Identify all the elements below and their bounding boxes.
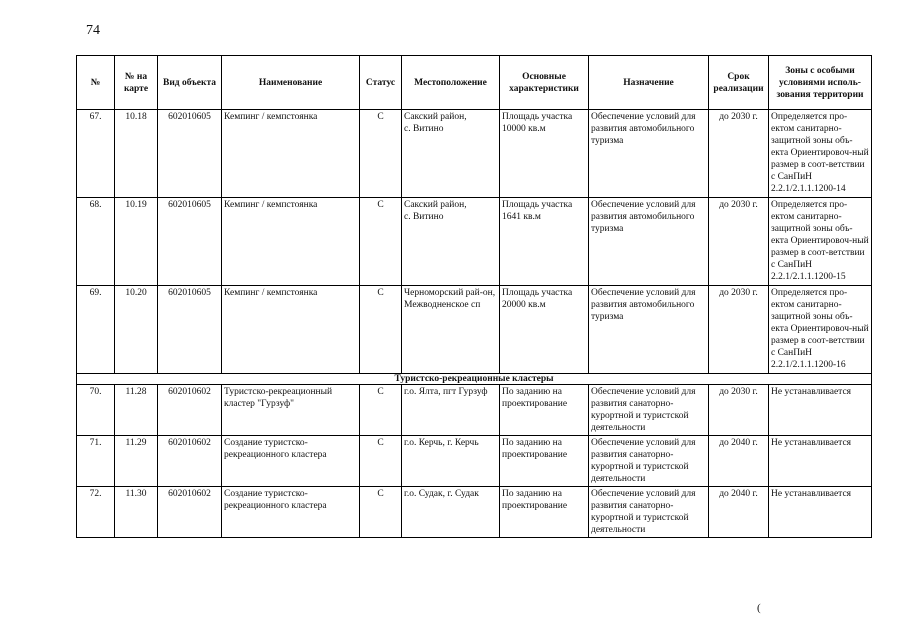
cell-status: С	[360, 487, 402, 538]
cell-term: до 2040 г.	[709, 487, 769, 538]
cell-zones: Не устанавливается	[769, 436, 872, 487]
table-row	[77, 110, 872, 198]
cell-type: 602010602	[158, 487, 222, 538]
page-number: 74	[86, 23, 100, 38]
header-map: № на карте	[115, 56, 158, 110]
cell-name: Кемпинг / кемпстоянка	[222, 286, 360, 374]
cell-status: С	[360, 198, 402, 286]
cell-num: 68.	[77, 198, 115, 286]
cell-num: 71.	[77, 436, 115, 487]
cell-name: Кемпинг / кемпстоянка	[222, 110, 360, 198]
cell-map: 11.28	[115, 385, 158, 436]
cell-term: до 2040 г.	[709, 436, 769, 487]
cell-name: Создание туристско-рекреационного кластера	[222, 436, 360, 487]
cell-num: 70.	[77, 385, 115, 436]
cell-location: Черноморский рай-он, Межводненское сп	[402, 286, 500, 374]
cell-zones: Определяется про-ектом санитарно-защитной зоны объ-екта Ориентировоч-ный размер в соот-ветствии с СанПиН 2.2.1/2.1.1.1200-16	[769, 286, 872, 374]
section-row	[77, 374, 872, 385]
cell-purpose: Обеспечение условий для развития автомобильного туризма	[589, 110, 709, 198]
cell-term: до 2030 г.	[709, 198, 769, 286]
cell-num: 72.	[77, 487, 115, 538]
table-row	[77, 436, 872, 487]
cell-characteristics: По заданию на проектирование	[500, 487, 589, 538]
cell-zones: Определяется про-ектом санитарно-защитной зоны объ-екта Ориентировоч-ный размер в соот-ветствии с СанПиН 2.2.1/2.1.1.1200-14	[769, 110, 872, 198]
cell-characteristics: По заданию на проектирование	[500, 385, 589, 436]
cell-num: 69.	[77, 286, 115, 374]
cell-location: г.о. Керчь, г. Керчь	[402, 436, 500, 487]
table-row	[77, 385, 872, 436]
cell-purpose: Обеспечение условий для развития санаторно-курортной и туристской деятельности	[589, 436, 709, 487]
header-name: Наименование	[222, 56, 360, 110]
cell-location: Сакский район, с. Витино	[402, 110, 500, 198]
cell-characteristics: Площадь участка 1641 кв.м	[500, 198, 589, 286]
cell-characteristics: По заданию на проектирование	[500, 436, 589, 487]
cell-map: 11.29	[115, 436, 158, 487]
cell-location: г.о. Судак, г. Судак	[402, 487, 500, 538]
cell-status: С	[360, 110, 402, 198]
cell-name: Кемпинг / кемпстоянка	[222, 198, 360, 286]
header-type: Вид объекта	[158, 56, 222, 110]
cell-purpose: Обеспечение условий для развития санаторно-курортной и туристской деятельности	[589, 487, 709, 538]
cell-map: 10.18	[115, 110, 158, 198]
cell-location: г.о. Ялта, пгт Гурзуф	[402, 385, 500, 436]
table-row	[77, 198, 872, 286]
header-characteristics: Основные характеристики	[500, 56, 589, 110]
header-term: Срок реализации	[709, 56, 769, 110]
cell-status: С	[360, 385, 402, 436]
cell-type: 602010605	[158, 110, 222, 198]
cell-type: 602010605	[158, 286, 222, 374]
cell-location: Сакский район, с. Витино	[402, 198, 500, 286]
cell-type: 602010602	[158, 385, 222, 436]
header-status: Статус	[360, 56, 402, 110]
header-purpose: Назначение	[589, 56, 709, 110]
header-num: №	[77, 56, 115, 110]
cell-map: 10.20	[115, 286, 158, 374]
cell-purpose: Обеспечение условий для развития автомобильного туризма	[589, 198, 709, 286]
footer-mark: (	[757, 602, 761, 614]
cell-characteristics: Площадь участка 10000 кв.м	[500, 110, 589, 198]
cell-term: до 2030 г.	[709, 286, 769, 374]
cell-term: до 2030 г.	[709, 385, 769, 436]
objects-table	[76, 55, 872, 538]
cell-map: 10.19	[115, 198, 158, 286]
cell-status: С	[360, 436, 402, 487]
cell-map: 11.30	[115, 487, 158, 538]
header-location: Местоположение	[402, 56, 500, 110]
cell-type: 602010602	[158, 436, 222, 487]
cell-purpose: Обеспечение условий для развития санаторно-курортной и туристской деятельности	[589, 385, 709, 436]
cell-zones: Определяется про-ектом санитарно-защитной зоны объ-екта Ориентировоч-ный размер в соот-ветствии с СанПиН 2.2.1/2.1.1.1200-15	[769, 198, 872, 286]
cell-status: С	[360, 286, 402, 374]
header-row	[77, 56, 872, 110]
table-row	[77, 487, 872, 538]
cell-zones: Не устанавливается	[769, 385, 872, 436]
cell-name: Создание туристско-рекреационного кластера	[222, 487, 360, 538]
cell-purpose: Обеспечение условий для развития автомобильного туризма	[589, 286, 709, 374]
header-zones: Зоны с особыми условиями исполь-зования территории	[769, 56, 872, 110]
cell-type: 602010605	[158, 198, 222, 286]
cell-characteristics: Площадь участка 20000 кв.м	[500, 286, 589, 374]
cell-term: до 2030 г.	[709, 110, 769, 198]
cell-name: Туристско-рекреационный кластер "Гурзуф"	[222, 385, 360, 436]
cell-zones: Не устанавливается	[769, 487, 872, 538]
table-row	[77, 286, 872, 374]
section-title: Туристско-рекреационные кластеры	[77, 374, 872, 385]
cell-num: 67.	[77, 110, 115, 198]
